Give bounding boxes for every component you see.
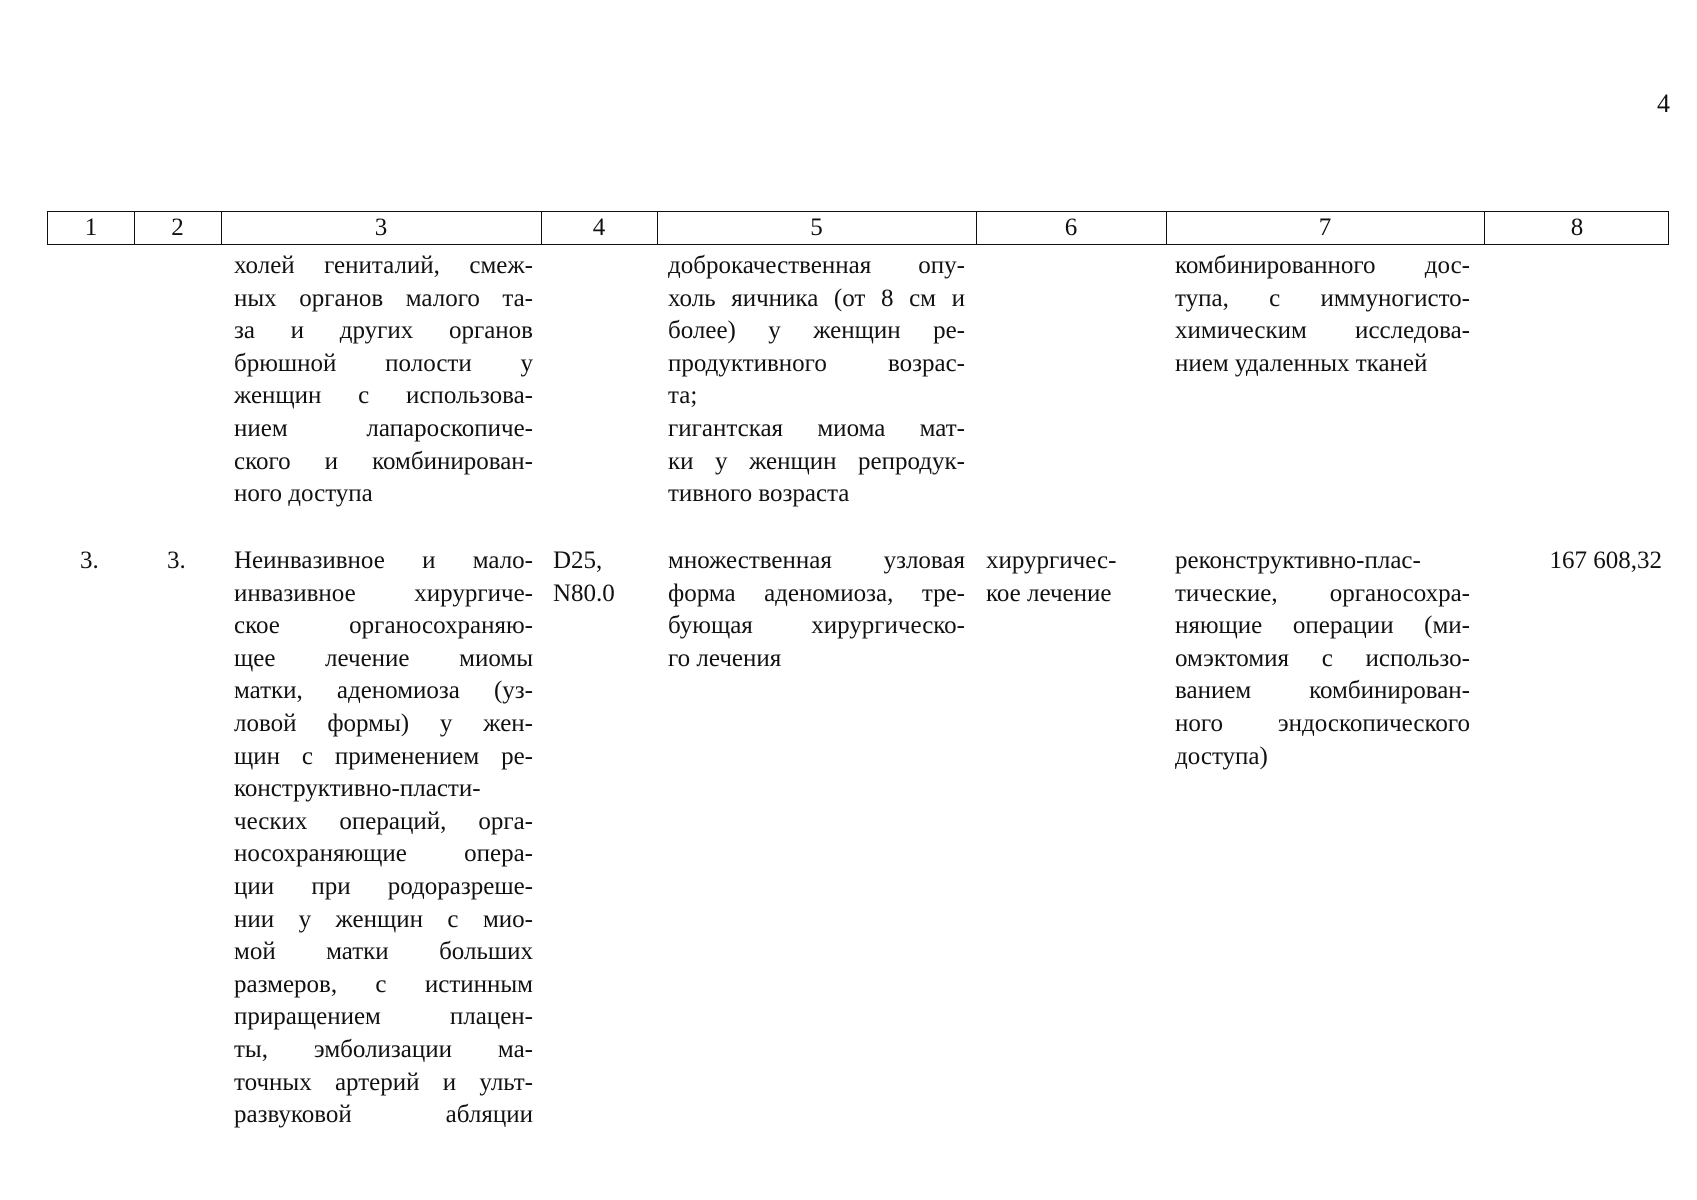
text-line: носохраняющие опера-: [234, 840, 533, 868]
text-line: ных органов малого та-: [234, 284, 533, 312]
text-line: множественная узловая: [668, 547, 965, 574]
text-line: тупа, с иммуногисто-: [1175, 284, 1470, 312]
continuation-col-3: [234, 250, 533, 511]
row-col-8-cost: 167 608,32: [1549, 547, 1662, 574]
text-line: продуктивного возрас-: [668, 349, 965, 377]
header-col-4: 4: [592, 214, 606, 241]
text-line: ного доступа: [234, 480, 373, 508]
text-line: холь яичника (от 8 см и: [668, 284, 965, 312]
text-line: ского и комбинирован-: [234, 447, 533, 475]
header-col-8: 8: [1570, 214, 1584, 241]
text-line: N80.0: [553, 579, 615, 607]
table-header-row: [47, 211, 1669, 245]
text-line: химическим исследова-: [1175, 317, 1470, 345]
text-line: нии у женщин с мио-: [234, 905, 533, 933]
text-line: щее лечение миомы: [234, 644, 533, 672]
text-line: омэктомия с использо-: [1175, 644, 1470, 672]
text-line: тические, органосохра-: [1175, 579, 1470, 607]
header-col-6: 6: [1064, 214, 1078, 241]
row-col-5-model: [668, 545, 965, 675]
text-line: комбинированного дос-: [1175, 252, 1470, 279]
text-line: ловой формы) у жен-: [234, 709, 533, 737]
text-line: нием удаленных тканей: [1175, 349, 1428, 377]
text-line: бующая хирургическо-: [668, 612, 965, 640]
row-number-col-2: 3.: [167, 547, 186, 574]
text-line: ции при родоразреше-: [234, 872, 533, 900]
text-line: ванием комбинирован-: [1175, 677, 1470, 705]
text-line: форма аденомиоза, тре-: [668, 579, 965, 607]
text-line: няющие операции (ми-: [1175, 612, 1470, 640]
text-line: размеров, с истинным: [234, 970, 533, 998]
text-line: ты, эмболизации ма-: [234, 1035, 533, 1063]
header-col-2: 2: [171, 214, 184, 241]
text-line: брюшной полости у: [234, 349, 533, 377]
page-number: 4: [1657, 89, 1670, 118]
text-line: го лечения: [668, 644, 782, 672]
text-line: женщин с использова-: [234, 382, 533, 410]
text-line: нием лапароскопиче-: [234, 414, 533, 442]
row-col-7-method: [1175, 545, 1470, 773]
continuation-col-7: [1175, 250, 1470, 380]
text-line: доброкачественная опу-: [668, 252, 965, 279]
header-col-3: 3: [374, 214, 388, 241]
text-line: ного эндоскопического: [1175, 709, 1470, 737]
text-line: матки, аденомиоза (уз-: [234, 677, 533, 705]
text-line: ки у женщин репродук-: [668, 447, 965, 475]
text-line: щин с применением ре-: [234, 742, 533, 770]
text-line: кое лечение: [986, 579, 1112, 607]
header-col-7: 7: [1318, 214, 1332, 241]
text-line: точных артерий и ульт-: [234, 1068, 533, 1096]
text-line: тивного возраста: [668, 480, 850, 508]
row-col-3-method: [234, 545, 533, 1132]
text-line: хирургичес-: [986, 547, 1117, 574]
row-col-4-codes: [553, 545, 633, 610]
text-line: более) у женщин ре-: [668, 317, 965, 345]
text-line: конструктивно-пласти-: [234, 775, 481, 803]
text-line: холей гениталий, смеж-: [234, 252, 533, 279]
text-line: та;: [668, 382, 698, 410]
header-col-5: 5: [810, 214, 823, 241]
text-line: за и других органов: [234, 317, 533, 345]
text-line: ческих операций, орга-: [234, 807, 533, 835]
text-line: гигантская миома мат-: [668, 414, 965, 442]
row-number-col-1: 3.: [80, 547, 99, 574]
text-line: приращением плацен-: [234, 1003, 533, 1031]
text-line: доступа): [1175, 742, 1268, 770]
header-col-1: 1: [84, 214, 98, 241]
continuation-col-5: [668, 250, 965, 511]
row-col-6-treatment: [986, 545, 1131, 610]
text-line: Неинвазивное и мало-: [234, 547, 533, 574]
text-line: ское органосохраняю-: [234, 612, 533, 640]
text-line: D25,: [553, 547, 603, 574]
text-line: реконструктивно-плас-: [1175, 547, 1421, 574]
text-line: мой матки больших: [234, 938, 533, 966]
text-line: инвазивное хирургиче-: [234, 579, 533, 607]
text-line: развуковой абляции: [234, 1101, 533, 1129]
